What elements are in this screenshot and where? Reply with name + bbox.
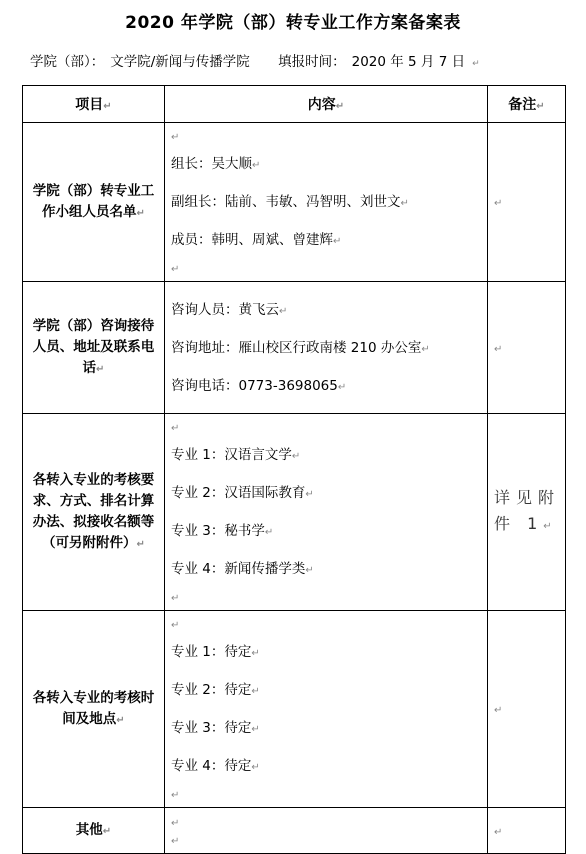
content-line: 专业 1：汉语言文学↵: [171, 447, 301, 463]
paragraph-mark-icon: ↵: [472, 59, 480, 69]
content-line: 专业 2：待定↵: [171, 682, 260, 698]
content-line: 副组长：陆前、韦敏、冯智明、刘世文↵: [171, 194, 409, 210]
fill-time-value: 2020 年 5 月 7 日: [351, 54, 466, 70]
row-item-label: 各转入专业的考核时间及地点↵: [23, 611, 165, 808]
content-line: 成员：韩明、周斌、曾建辉↵: [171, 232, 342, 248]
content-line: ↵: [171, 790, 180, 801]
page-title: 2020 年学院（部）转专业工作方案备案表: [125, 13, 461, 33]
content-line: ↵: [171, 835, 180, 847]
table-row: [23, 808, 566, 854]
row-item-label: 学院（部）咨询接待人员、地址及联系电话↵: [23, 282, 165, 414]
table-row: [23, 611, 566, 808]
header-content: 内容↵: [165, 86, 488, 123]
content-line: 专业 3：待定↵: [171, 720, 260, 736]
content-line: ↵: [171, 132, 180, 143]
row-item-label: 学院（部）转专业工作小组人员名单↵: [23, 123, 165, 282]
table-row: [23, 414, 566, 611]
college-value: 文学院/新闻与传播学院: [110, 54, 250, 70]
fill-time-label: 填报时间：: [278, 54, 346, 70]
row-content: [165, 611, 488, 808]
table-header-row: [23, 86, 566, 123]
content-line: 专业 1：待定↵: [171, 644, 260, 660]
content-line: 专业 4：待定↵: [171, 758, 260, 774]
header-note: 备注↵: [488, 86, 566, 123]
row-content: [165, 414, 488, 611]
content-line: 组长：吴大顺↵: [171, 156, 261, 172]
content-line: 专业 2：汉语国际教育↵: [171, 485, 314, 501]
row-content: [165, 282, 488, 414]
content-line: 专业 3：秘书学↵: [171, 523, 274, 539]
filing-table: [22, 85, 566, 854]
row-note: ↵: [488, 123, 566, 282]
table-row: [23, 123, 566, 282]
content-line: 专业 4：新闻传播学类↵: [171, 561, 314, 577]
row-note: 详见附件 1↵: [488, 414, 566, 611]
row-content: [165, 123, 488, 282]
row-item-label: 各转入专业的考核要求、方式、排名计算办法、拟接收名额等（可另附附件）↵: [23, 414, 165, 611]
content-line: ↵: [171, 817, 180, 829]
row-note: ↵: [488, 611, 566, 808]
row-note: ↵: [488, 808, 566, 854]
content-line: ↵: [171, 423, 180, 434]
form-meta: [30, 50, 486, 70]
content-line: ↵: [171, 264, 180, 275]
content-line: ↵: [171, 620, 180, 631]
table-row: [23, 282, 566, 414]
content-line: 咨询地址：雁山校区行政南楼 210 办公室↵: [171, 339, 430, 356]
content-line: 咨询电话：0773-3698065↵: [171, 377, 347, 394]
header-item: 项目↵: [23, 86, 165, 123]
content-line: ↵: [171, 593, 180, 604]
college-label: 学院（部）：: [30, 54, 105, 70]
content-line: 咨询人员：黄飞云↵: [171, 301, 288, 318]
row-content: [165, 808, 488, 854]
row-item-label: 其他↵: [23, 808, 165, 854]
row-note: ↵: [488, 282, 566, 414]
